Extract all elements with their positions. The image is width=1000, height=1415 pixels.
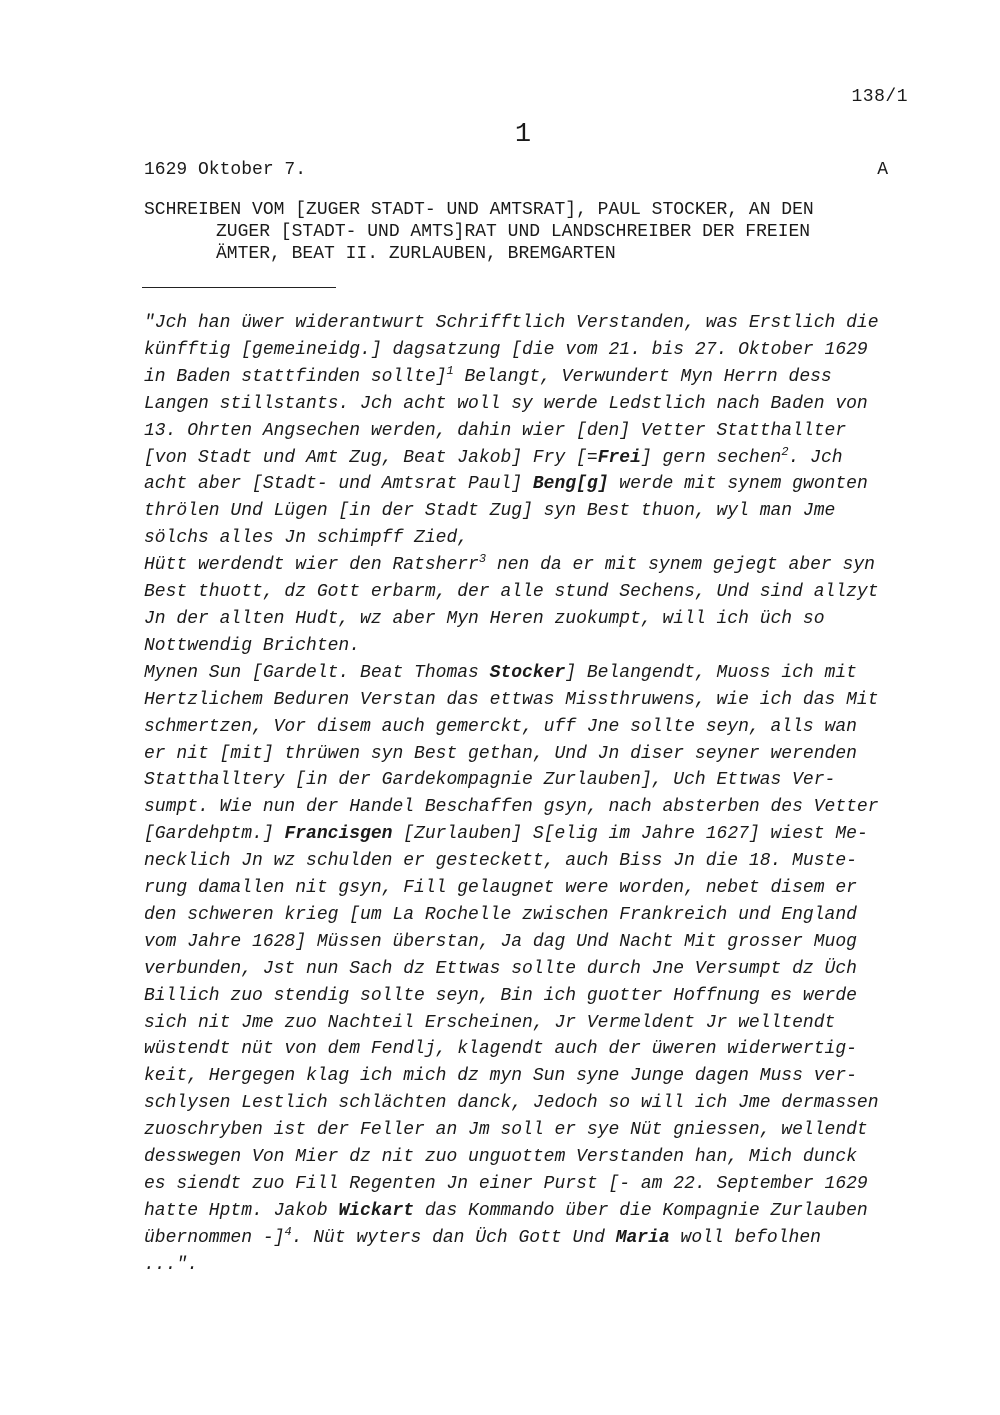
body-line: [144, 445, 924, 472]
bold-name: Maria: [615, 1227, 670, 1248]
body-text-segment: Billich zuo stendig sollte seyn, Bin ich guotter Hoffnung es werde: [144, 985, 857, 1006]
body-line: [144, 498, 924, 525]
body-line: [144, 821, 924, 848]
document-number: 1: [514, 120, 532, 150]
body-line: [144, 794, 924, 821]
body-line: [144, 1225, 924, 1252]
body-line: [144, 633, 924, 660]
body-line: [144, 1063, 924, 1090]
body-text-segment: necklich Jn wz schulden er gesteckett, auch Biss Jn die 18. Muste-: [144, 851, 857, 872]
body-text-segment: zuoschryben ist der Feller an Jm soll er sye Nüt gniessen, wellendt: [144, 1120, 868, 1141]
body-line: [144, 983, 924, 1010]
footnote-marker: 3: [478, 552, 487, 567]
body-line: [144, 391, 924, 418]
body-text-segment: [Gardehptm.]: [144, 824, 285, 845]
bold-name: Frei: [597, 447, 641, 468]
body-text-segment: den schweren krieg [um La Rochelle zwischen Frankreich und England: [144, 904, 857, 925]
body-line: [144, 364, 924, 391]
body-text-segment: acht aber [Stadt- und Amtsrat Paul]: [144, 474, 533, 495]
bold-name: Stocker: [489, 662, 566, 683]
body-text-segment: übernommen -]: [144, 1227, 285, 1248]
body-line: [144, 337, 924, 364]
bold-name: Beng[g]: [532, 474, 609, 495]
body-text-segment: Hertzlichem Beduren Verstan das ettwas Missthruwens, wie ich das Mit: [144, 689, 879, 710]
footnote-marker: 2: [781, 444, 789, 459]
body-line: [144, 767, 924, 794]
body-line: [144, 956, 924, 983]
body-text-segment: thrölen Und Lügen [in der Stadt Zug] syn Best thuon, wyl man Jme: [144, 501, 836, 522]
body-text-segment: vom Jahre 1628] Müssen überstan, Ja dag Und Nacht Mit grosser Muog: [144, 931, 857, 952]
body-text-segment: woll befolhen: [669, 1227, 821, 1248]
body-text-segment: Langen stillstants. Jch acht woll sy werde Ledstlich nach Baden von: [144, 393, 868, 414]
bold-name: Wickart: [338, 1200, 415, 1221]
body-text-segment: er nit [mit] thrüwen syn Best gethan, Und Jn diser seyner werenden: [144, 743, 857, 764]
body-line: [144, 660, 924, 687]
body-line: [144, 1144, 924, 1171]
body-text-segment: Statthalltery [in der Gardekompagnie Zurlauben], Uch Ettwas Ver-: [144, 770, 836, 791]
body-text-segment: ] gern sechen: [640, 447, 782, 468]
body-line: [144, 875, 924, 902]
body-text-segment: Belangt, Verwundert Myn Herrn dess: [453, 366, 832, 387]
body-line: [144, 552, 924, 579]
body-text-segment: 13. Ohrten Angsechen werden, dahin wier [den] Vetter Statthallter: [144, 420, 847, 441]
body-line: [144, 1010, 924, 1037]
body-line: [144, 1252, 924, 1279]
body-line: [144, 525, 924, 552]
body-text-segment: künfftig [gemeineidg.] dagsatzung [die vom 21. bis 27. Oktober 1629: [144, 339, 868, 360]
body-line: [144, 418, 924, 445]
body-line: [144, 1117, 924, 1144]
body-text-segment: . Nüt wyters dan Üch Gott Und: [291, 1227, 616, 1248]
body-text-segment: keit, Hergegen klag ich mich dz myn Sun syne Junge dagen Muss ver-: [144, 1066, 857, 1087]
date-line: [144, 160, 888, 180]
body-text-segment: . Jch: [788, 447, 843, 468]
body-text-segment: Jn der allten Hudt, wz aber Myn Heren zuokumpt, will ich üch so: [144, 608, 825, 629]
body-text-segment: Nottwendig Brichten.: [144, 635, 361, 656]
heading-line-2: ZUGER [STADT- UND AMTS]RAT UND LANDSCHREIBER DER FREIEN: [216, 222, 811, 242]
body-line: [144, 929, 924, 956]
body-line: [144, 848, 924, 875]
body-line: [144, 1171, 924, 1198]
footnote-marker: 4: [284, 1224, 292, 1239]
body-text-segment: Mynen Sun [Gardelt. Beat Thomas: [144, 662, 490, 683]
body-line: [144, 471, 924, 498]
body-text-segment: in Baden stattfinden sollte]: [144, 366, 447, 387]
letter-body: [144, 310, 924, 1279]
body-line: [144, 714, 924, 741]
body-text-segment: "Jch han üwer widerantwurt Schrifftlich Verstanden, was Erstlich die: [144, 313, 879, 333]
body-line: [144, 606, 924, 633]
body-line: [144, 687, 924, 714]
body-text-segment: verbunden, Jst nun Sach dz Ettwas sollte durch Jne Versumpt dz Üch: [144, 958, 857, 979]
body-text-segment: wüstendt nüt von dem Fendlj, klagendt auch der üweren widerwertig-: [144, 1039, 857, 1060]
body-text-segment: [von Stadt und Amt Zug, Beat Jakob] Fry [=: [144, 447, 598, 468]
body-line: [144, 1090, 924, 1117]
body-line: [144, 310, 924, 337]
divider-rule: [142, 287, 336, 288]
body-text-segment: ] Belangendt, Muoss ich mit: [565, 662, 857, 683]
body-text-segment: schmertzen, Vor disem auch gemerckt, uff Jne sollte seyn, alls wan: [144, 716, 857, 737]
body-line: [144, 902, 924, 929]
bold-name: Francisgen: [284, 824, 393, 845]
body-text-segment: werde mit synem gwonten: [608, 474, 868, 495]
page-number: 138/1: [851, 87, 908, 107]
body-text-segment: das Kommando über die Kompagnie Zurlauben: [414, 1200, 868, 1221]
document-heading: [144, 199, 904, 265]
heading-line-1: SCHREIBEN VOM [ZUGER STADT- UND AMTSRAT], PAUL STOCKER, AN DEN: [144, 200, 814, 220]
body-text-segment: Best thuott, dz Gott erbarm, der alle stund Sechens, Und sind allzyt: [144, 582, 879, 603]
body-text-segment: rung damallen nit gsyn, Fill gelaugnet were worden, nebet disem er: [144, 878, 857, 899]
body-text-segment: Hütt werdendt wier den Ratsherr: [144, 555, 479, 576]
body-line: [144, 741, 924, 768]
body-text-segment: desswegen Von Mier dz nit zuo unguottem Verstanden han, Mich dunck: [144, 1147, 857, 1168]
body-text-segment: ...".: [144, 1254, 199, 1275]
heading-line-3: ÄMTER, BEAT II. ZURLAUBEN, BREMGARTEN: [216, 244, 616, 264]
body-text-segment: sumpt. Wie nun der Handel Beschaffen gsyn, nach absterben des Vetter: [144, 797, 879, 818]
body-text-segment: sölchs alles Jn schimpff Zied,: [144, 528, 469, 549]
body-text-segment: es siendt zuo Fill Regenten Jn einer Purst [- am 22. September 1629: [144, 1174, 868, 1194]
body-text-segment: schlysen Lestlich schlächten danck, Jedoch so will ich Jme dermassen: [144, 1093, 879, 1114]
body-text-segment: hatte Hptm. Jakob: [144, 1200, 339, 1221]
body-line: [144, 579, 924, 606]
body-text-segment: [Zurlauben] S[elig im Jahre 1627] wiest Me-: [392, 824, 868, 845]
body-text-segment: nen da er mit synem gejegt aber syn: [486, 555, 875, 576]
section-marker: A: [877, 160, 888, 180]
body-text-segment: sich nit Jme zuo Nachteil Erscheinen, Jr Vermeldent Jr welltendt: [144, 1012, 836, 1033]
body-line: [144, 1198, 924, 1225]
document-date: 1629 Oktober 7.: [144, 160, 307, 180]
footnote-marker: 1: [446, 363, 454, 378]
body-line: [144, 1036, 924, 1063]
